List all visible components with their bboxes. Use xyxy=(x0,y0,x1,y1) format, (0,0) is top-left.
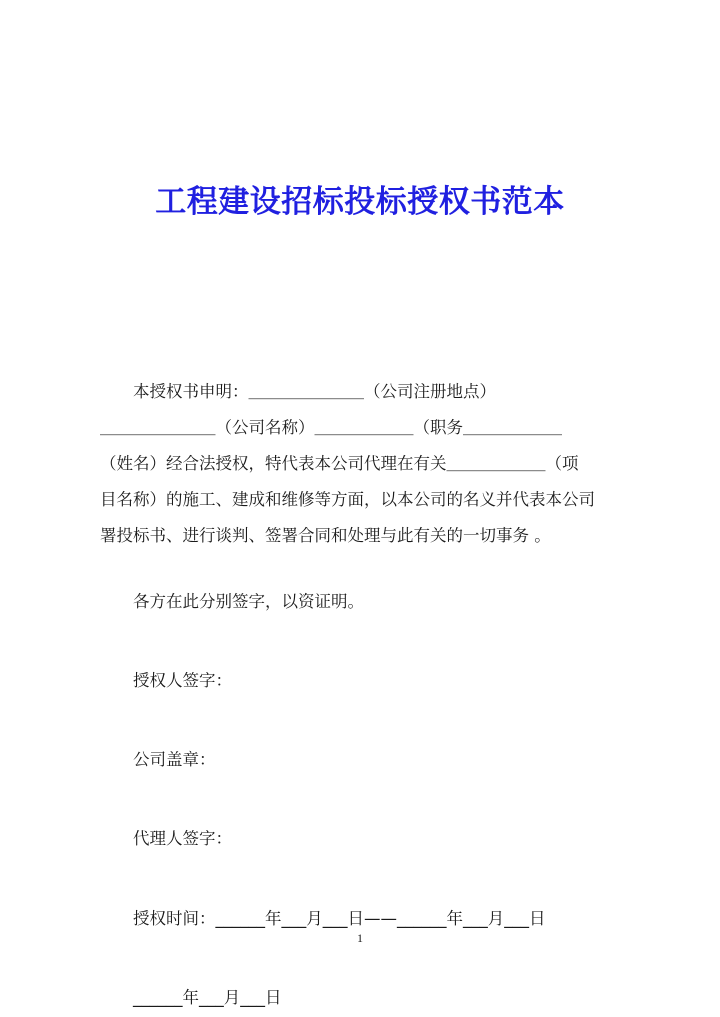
paragraph-declaration-line-2: ＿＿＿＿＿＿＿（公司名称）＿＿＿＿＿＿（职务＿＿＿＿＿＿ xyxy=(100,418,562,437)
trailing-date-line: ______年___月___日 xyxy=(133,988,282,1007)
spacer xyxy=(100,857,622,901)
page-number: 1 xyxy=(357,931,363,945)
paragraph-witness-statement: 各方在此分别签字，以资证明。 xyxy=(133,592,364,611)
company-seal-label: 公司盖章： xyxy=(133,750,216,769)
page-title: 工程建设招标投标授权书范本 xyxy=(155,184,565,220)
paragraph-declaration-line-1: 本授权书申明：＿＿＿＿＿＿＿（公司注册地点） xyxy=(133,382,496,401)
agent-signature-label: 代理人签字： xyxy=(133,829,232,848)
authorization-time-label: 授权时间：______年___月___日——______年___月___日 xyxy=(133,909,546,928)
paragraph-declaration-line-5: 署投标书、进行谈判、签署合同和处理与此有关的一切事务 。 xyxy=(100,526,551,545)
paragraph-declaration-line-4: 目名称）的施工、建成和维修等方面，以本公司的名义并代表本公司 xyxy=(100,490,595,509)
authorizer-signature-label: 授权人签字： xyxy=(133,671,232,690)
paragraph-declaration-line-3: （姓名）经合法授权，特代表本公司代理在有关＿＿＿＿＿＿（项 xyxy=(100,454,579,473)
spacer xyxy=(100,620,622,663)
document-body xyxy=(100,374,622,554)
signature-block xyxy=(100,584,622,1016)
spacer xyxy=(100,778,622,821)
spacer xyxy=(100,699,622,742)
